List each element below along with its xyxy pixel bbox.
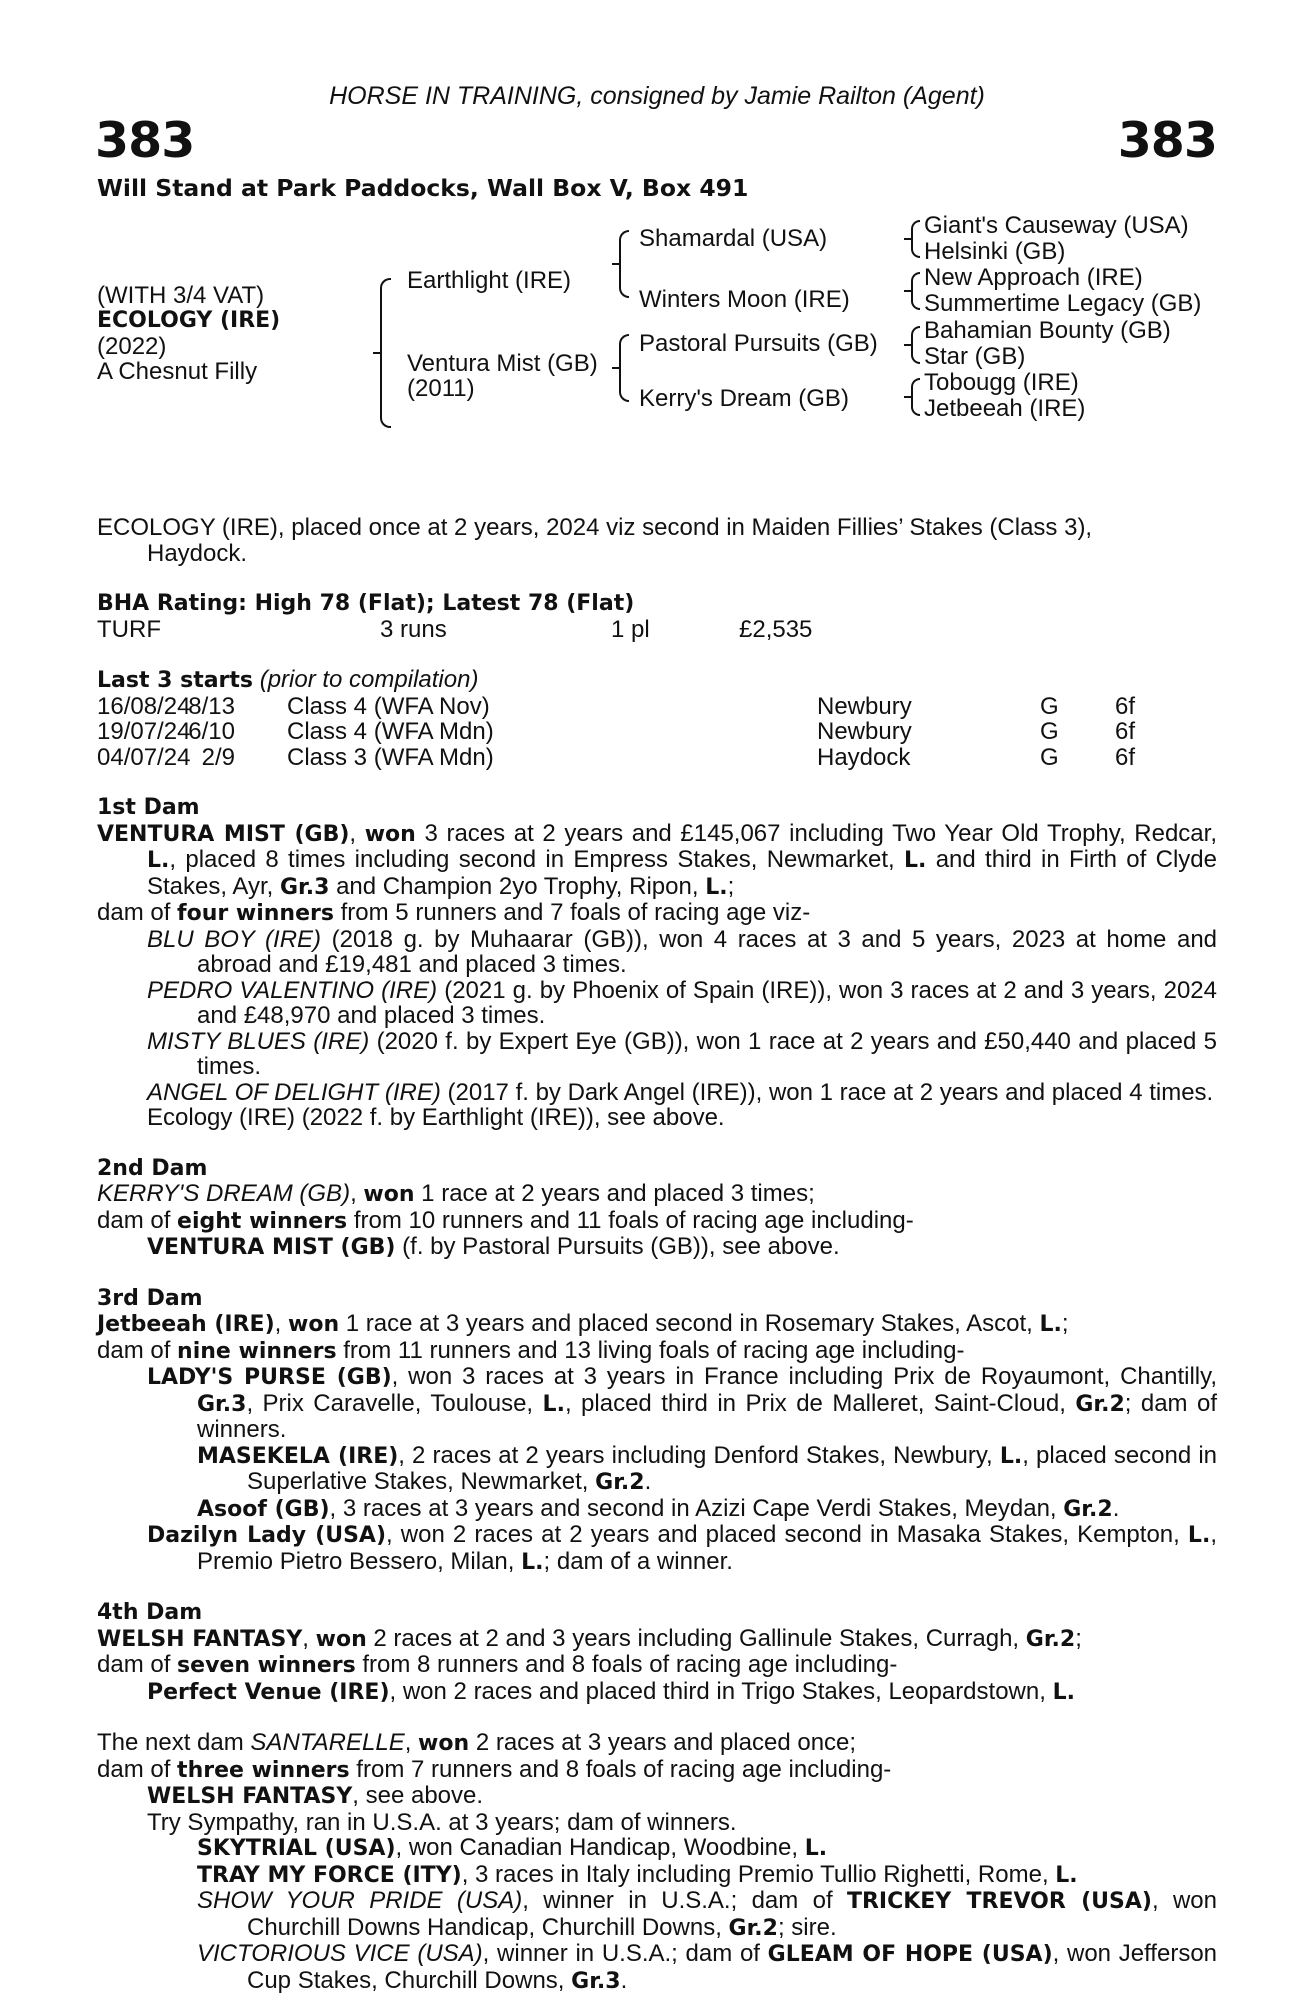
record-text: ; dam of winners. (197, 1389, 1217, 1443)
start-row (97, 694, 1217, 720)
winners-count: seven winners (177, 1653, 356, 1678)
pedigree-bracket (619, 334, 629, 402)
rating-row (97, 617, 1217, 643)
summary-line: ECOLOGY (IRE), placed once at 2 years, 2024 viz second in Maiden Fillies’ Stakes (Class 3), (97, 514, 1093, 541)
dam4-record: WELSH FANTASY, won 2 races at 2 and 3 years including Gallinule Stakes, Curragh, Gr.2; (97, 1624, 1082, 1652)
record-text: , 2 races at 2 years including Denford Stakes, Newbury, (398, 1441, 1000, 1469)
next-dam-grandfoal (97, 1888, 1217, 1941)
record-text: (2020 f. by Expert Eye (GB)), won 1 race at 2 years and £50,440 and placed 5 times. (197, 1027, 1218, 1080)
start-dist: 6f (1115, 692, 1136, 720)
dam1-record: VENTURA MIST (GB), won 3 races at 2 years and £145,067 including Two Year Old Trophy, Redcar, L., placed 8 times including second in Empress Stakes, Newmarket, L. and third in Firth of Clyde Stakes, Ayr, Gr.3 and Champion 2yo Trophy, Ripon, L.; (97, 819, 1217, 900)
won-label: won (363, 1182, 415, 1207)
dam1-foal (97, 1080, 1217, 1106)
listed-mark: L. (521, 1549, 544, 1575)
dam-dam-dam: Jetbeeah (IRE) (924, 395, 1086, 422)
dam-dam: Kerry's Dream (GB) (639, 385, 849, 412)
record-text: , (404, 1729, 419, 1756)
start-dist: 6f (1115, 718, 1136, 745)
record-text: . (644, 1468, 652, 1495)
group-mark: Gr.2 (1063, 1496, 1113, 1522)
dam3-produce-summary (97, 1338, 1217, 1365)
winners-count: four winners (177, 901, 334, 926)
start-pos: 2/9 (201, 743, 235, 771)
record-text: , placed second in Superlative Stakes, Newmarket, (247, 1441, 1217, 1495)
foal-name: PEDRO VALENTINO (IRE) (147, 976, 438, 1004)
horse-description: A Chesnut Filly (97, 358, 258, 385)
start-going: G (1040, 718, 1059, 745)
foal-name: SKYTRIAL (USA) (197, 1836, 396, 1861)
foal-name: WELSH FANTASY (147, 1784, 353, 1809)
record-text: ; (1075, 1624, 1082, 1652)
foal-name: TRAY MY FORCE (ITY) (197, 1862, 462, 1888)
foal-name: VENTURA MIST (GB) (147, 1235, 396, 1260)
pedigree-bracket (911, 272, 920, 310)
dam3-title: 3rd Dam (97, 1285, 203, 1311)
sire-sire-sire: Giant's Causeway (USA) (924, 212, 1189, 239)
listed-mark: L. (1055, 1862, 1078, 1888)
foal-name: LADY'S PURSE (GB) (147, 1365, 392, 1390)
dam4-title: 4th Dam (97, 1600, 203, 1625)
start-course: Newbury (817, 718, 912, 745)
foal-name: GLEAM OF HOPE (USA) (767, 1942, 1053, 1967)
foal-name: TRICKEY TREVOR (USA) (846, 1889, 1152, 1914)
record-text: 2 races at 3 years and placed once; (469, 1729, 857, 1756)
dam3-name: Jetbeeah (IRE) (97, 1312, 275, 1337)
won-label: won (315, 1626, 367, 1652)
next-dam-record (97, 1730, 1217, 1757)
dam4-produce-summary (97, 1652, 1217, 1679)
record-text: , won Churchill Downs Handicap, Churchill Downs, (247, 1887, 1217, 1941)
group-mark: Gr.3 (279, 874, 330, 900)
lot-number-right: 383 (1117, 112, 1217, 169)
record-text: . (1112, 1494, 1120, 1522)
record-text: . (620, 1966, 628, 1994)
dam-name: Ventura Mist (GB) (407, 350, 598, 377)
dam2-foal (97, 1234, 1217, 1261)
listed-mark: L. (705, 874, 728, 900)
dam-sire-sire: Bahamian Bounty (GB) (924, 317, 1171, 344)
foal-name: SHOW YOUR PRIDE (USA) (197, 1887, 523, 1914)
summary-line: Haydock. (147, 539, 248, 567)
won-label: won (364, 821, 416, 847)
record-text: dam of (97, 1206, 178, 1234)
dam3-grandfoal (97, 1496, 1217, 1523)
group-mark: Gr.3 (197, 1391, 247, 1417)
record-text: and Champion 2yo Trophy, Ripon, (329, 872, 706, 900)
dam2-record: KERRY'S DREAM (GB), won 1 race at 2 years and placed 3 times; (97, 1180, 815, 1207)
group-mark: Gr.2 (595, 1470, 645, 1495)
dam1-foal (97, 1029, 1217, 1080)
start-going: G (1040, 692, 1059, 720)
listed-mark: L. (1187, 1523, 1211, 1548)
starts-title (97, 667, 1217, 694)
record-text: dam of (97, 1651, 178, 1678)
dam3-foal (97, 1364, 1217, 1443)
record-text: ; (1061, 1310, 1069, 1337)
listed-mark: L. (904, 848, 927, 873)
winners-count: nine winners (177, 1338, 337, 1364)
record-text: from 8 runners and 8 foals of racing age including- (355, 1651, 898, 1678)
pedigree-bracket (911, 378, 920, 416)
record-text: 1 race at 3 years and placed second in Rosemary Stakes, Ascot, (339, 1310, 1040, 1337)
record-text: 3 races at 2 years and £145,067 including Two Year Old Trophy, Redcar, (415, 819, 1217, 847)
start-row (97, 719, 1217, 745)
next-dam-name: SANTARELLE (250, 1729, 405, 1756)
dam2-name: KERRY'S DREAM (GB) (97, 1180, 351, 1207)
lot-number-left: 383 (95, 112, 195, 169)
rating-earnings: £2,535 (739, 615, 813, 643)
start-pos: 8/13 (188, 692, 235, 720)
record-text: ; sire. (777, 1913, 837, 1941)
start-date: 19/07/24 (97, 718, 191, 745)
record-text: 1 race at 2 years and placed 3 times; (414, 1180, 815, 1207)
dam-sire: Pastoral Pursuits (GB) (639, 330, 878, 357)
listed-mark: L. (147, 848, 170, 873)
consignor-line: HORSE IN TRAINING, consigned by Jamie Railton (Agent) (329, 82, 985, 110)
foal-name: Dazilyn Lady (USA) (147, 1523, 386, 1548)
record-text: , 3 races at 3 years and second in Azizi Cape Verdi Stakes, Meydan, (329, 1494, 1064, 1522)
foal-name: BLU BOY (IRE) (147, 925, 322, 953)
listed-mark: L. (1039, 1312, 1062, 1337)
dam3-record: Jetbeeah (IRE), won 1 race at 3 years and placed second in Rosemary Stakes, Ascot, L.; (97, 1310, 1069, 1337)
record-text: , Premio Pietro Bessero, Milan, (197, 1521, 1217, 1575)
dam4-foal (97, 1679, 1217, 1706)
starts-note: (prior to compilation) (259, 666, 479, 693)
start-going: G (1040, 743, 1059, 771)
dam1-title: 1st Dam (97, 795, 200, 820)
starts-heading: Last 3 starts (97, 668, 254, 693)
record-text: dam of (97, 899, 178, 926)
stand-location: Will Stand at Park Paddocks, Wall Box V, Box 491 (97, 174, 749, 202)
group-mark: Gr.2 (728, 1915, 778, 1941)
horse-name: ECOLOGY (IRE) (97, 308, 281, 333)
start-date: 16/08/24 (97, 692, 191, 720)
record-text: , winner in U.S.A.; dam of (522, 1887, 847, 1914)
record-text: from 5 runners and 7 foals of racing age viz- (333, 899, 811, 926)
record-text: (2021 g. by Phoenix of Spain (IRE)), won 3 races at 2 and 3 years, 2024 and £48,970 and placed 3 times. (197, 976, 1218, 1029)
record-text: , won 3 races at 3 years in France including Prix de Royaumont, Chantilly, (391, 1363, 1217, 1390)
record-text: , won 2 races and placed third in Trigo Stakes, Leopardstown, (389, 1677, 1053, 1705)
foal-name: MISTY BLUES (IRE) (147, 1027, 370, 1055)
sire-name: Earthlight (IRE) (407, 267, 572, 294)
dam2-title: 2nd Dam (97, 1155, 208, 1181)
foaling-year: (2022) (97, 333, 167, 360)
dam3-grandfoal (97, 1443, 1217, 1496)
record-text: dam of (97, 1755, 178, 1783)
pedigree-bracket (380, 278, 391, 428)
record-text: (2017 f. by Dark Angel (IRE)), won 1 race at 2 years and placed 4 times. (440, 1078, 1214, 1106)
start-dist: 6f (1115, 743, 1136, 771)
next-dam-grandfoal (97, 1835, 1217, 1862)
rating-title: BHA Rating: High 78 (Flat); Latest 78 (Flat) (97, 591, 635, 616)
dam1-foals-list (97, 927, 1217, 1106)
group-mark: Gr.3 (571, 1968, 621, 1994)
winners-count: three winners (177, 1757, 350, 1783)
group-mark: Gr.2 (1025, 1626, 1076, 1652)
start-race: Class 3 (WFA Mdn) (287, 743, 494, 771)
pedigree-bracket (911, 326, 920, 364)
sire-dam: Winters Moon (IRE) (639, 286, 850, 313)
catalogue-body (97, 515, 1217, 1994)
next-dam-foal (97, 1783, 1217, 1810)
rating-surface: TURF (97, 615, 161, 643)
listed-mark: L. (542, 1391, 565, 1417)
next-dam-grandfoal (97, 1941, 1217, 1994)
won-label: won (418, 1731, 470, 1756)
start-race: Class 4 (WFA Nov) (287, 692, 490, 720)
self-reference: Ecology (IRE) (2022 f. by Earthlight (IRE)), see above. (147, 1104, 725, 1131)
record-text: , won Canadian Handicap, Woodbine, (395, 1834, 805, 1861)
record-text: , placed third in Prix de Malleret, Saint-Cloud, (564, 1389, 1076, 1417)
sire-sire-dam: Helsinki (GB) (924, 238, 1066, 265)
rating-runs: 3 runs (380, 615, 447, 643)
foal-name: Perfect Venue (IRE) (147, 1679, 390, 1705)
record-text: ; dam of a winner. (543, 1547, 733, 1575)
start-date: 04/07/24 (97, 743, 191, 771)
starts-table (97, 694, 1217, 771)
sire-dam-dam: Summertime Legacy (GB) (924, 290, 1202, 317)
dam4-name: WELSH FANTASY (97, 1626, 303, 1652)
next-dam-grandfoal (97, 1862, 1217, 1889)
listed-mark: L. (999, 1443, 1023, 1469)
dam-sire-dam: Star (GB) (924, 343, 1026, 370)
record-text: (f. by Pastoral Pursuits (GB)), see above. (395, 1233, 840, 1260)
group-mark: Gr.2 (1075, 1391, 1125, 1417)
record-text: from 7 runners and 8 foals of racing age including- (349, 1755, 892, 1783)
dam1-foal (97, 927, 1217, 978)
listed-mark: L. (1052, 1679, 1075, 1705)
dam1-produce-summary (97, 900, 1217, 927)
dam-dam-sire: Tobougg (IRE) (924, 369, 1079, 396)
record-text: , won Jefferson Cup Stakes, Churchill Downs, (247, 1940, 1218, 1994)
dam3-foal (97, 1522, 1217, 1575)
sire-dam-sire: New Approach (IRE) (924, 264, 1143, 291)
record-text: from 11 runners and 13 living foals of racing age including- (336, 1336, 965, 1364)
start-pos: 6/10 (188, 718, 235, 745)
foal-name: ANGEL OF DELIGHT (IRE) (147, 1078, 441, 1106)
dam2-produce-summary (97, 1208, 1217, 1235)
record-text: dam of (97, 1336, 178, 1364)
record-text: and third in Firth of Clyde Stakes, Ayr, (147, 846, 1217, 900)
record-text: The next dam (97, 1729, 251, 1756)
record-text: from 10 runners and 11 foals of racing age including- (347, 1206, 914, 1234)
record-text: 2 races at 2 and 3 years including Gallinule Stakes, Curragh, (366, 1624, 1026, 1652)
listed-mark: L. (804, 1836, 828, 1861)
start-course: Newbury (817, 692, 912, 720)
record-text: (2018 g. by Muhaarar (GB)), won 4 races at 3 and 5 years, 2023 at home and abroad and £19,481 and placed 3 times. (197, 925, 1218, 978)
record-text: , see above. (352, 1782, 484, 1809)
pedigree-bracket (911, 220, 920, 258)
record-text: ; (727, 872, 735, 900)
foal-name: MASEKELA (IRE) (197, 1443, 399, 1469)
next-dam-foal: Try Sympathy, ran in U.S.A. at 3 years; dam of winners. (147, 1808, 737, 1836)
record-text: , won 2 races at 2 years and placed second in Masaka Stakes, Kempton, (386, 1521, 1188, 1548)
record-text: , winner in U.S.A.; dam of (482, 1940, 768, 1967)
foal-name: Asoof (GB) (197, 1496, 330, 1522)
foal-name: VICTORIOUS VICE (USA) (197, 1940, 483, 1967)
start-race: Class 4 (WFA Mdn) (287, 718, 494, 745)
start-course: Haydock (817, 743, 911, 771)
dam1-name: VENTURA MIST (GB) (97, 821, 350, 847)
pedigree-table (97, 202, 1217, 422)
dam-year: (2011) (407, 375, 475, 402)
start-row (97, 745, 1217, 771)
record-text: , 3 races in Italy including Premio Tullio Righetti, Rome, (461, 1860, 1056, 1888)
pedigree-bracket (619, 230, 629, 298)
vat-note: (WITH 3/4 VAT) (97, 282, 265, 309)
rating-placed: 1 pl (611, 615, 650, 643)
dam1-foal (97, 978, 1217, 1029)
record-text: , Prix Caravelle, Toulouse, (246, 1389, 543, 1417)
record-text: , placed 8 times including second in Empress Stakes, Newmarket, (169, 846, 905, 873)
sire-sire: Shamardal (USA) (639, 225, 828, 252)
won-label: won (288, 1312, 340, 1337)
winners-count: eight winners (177, 1208, 348, 1234)
next-dam-produce-summary (97, 1757, 1217, 1784)
